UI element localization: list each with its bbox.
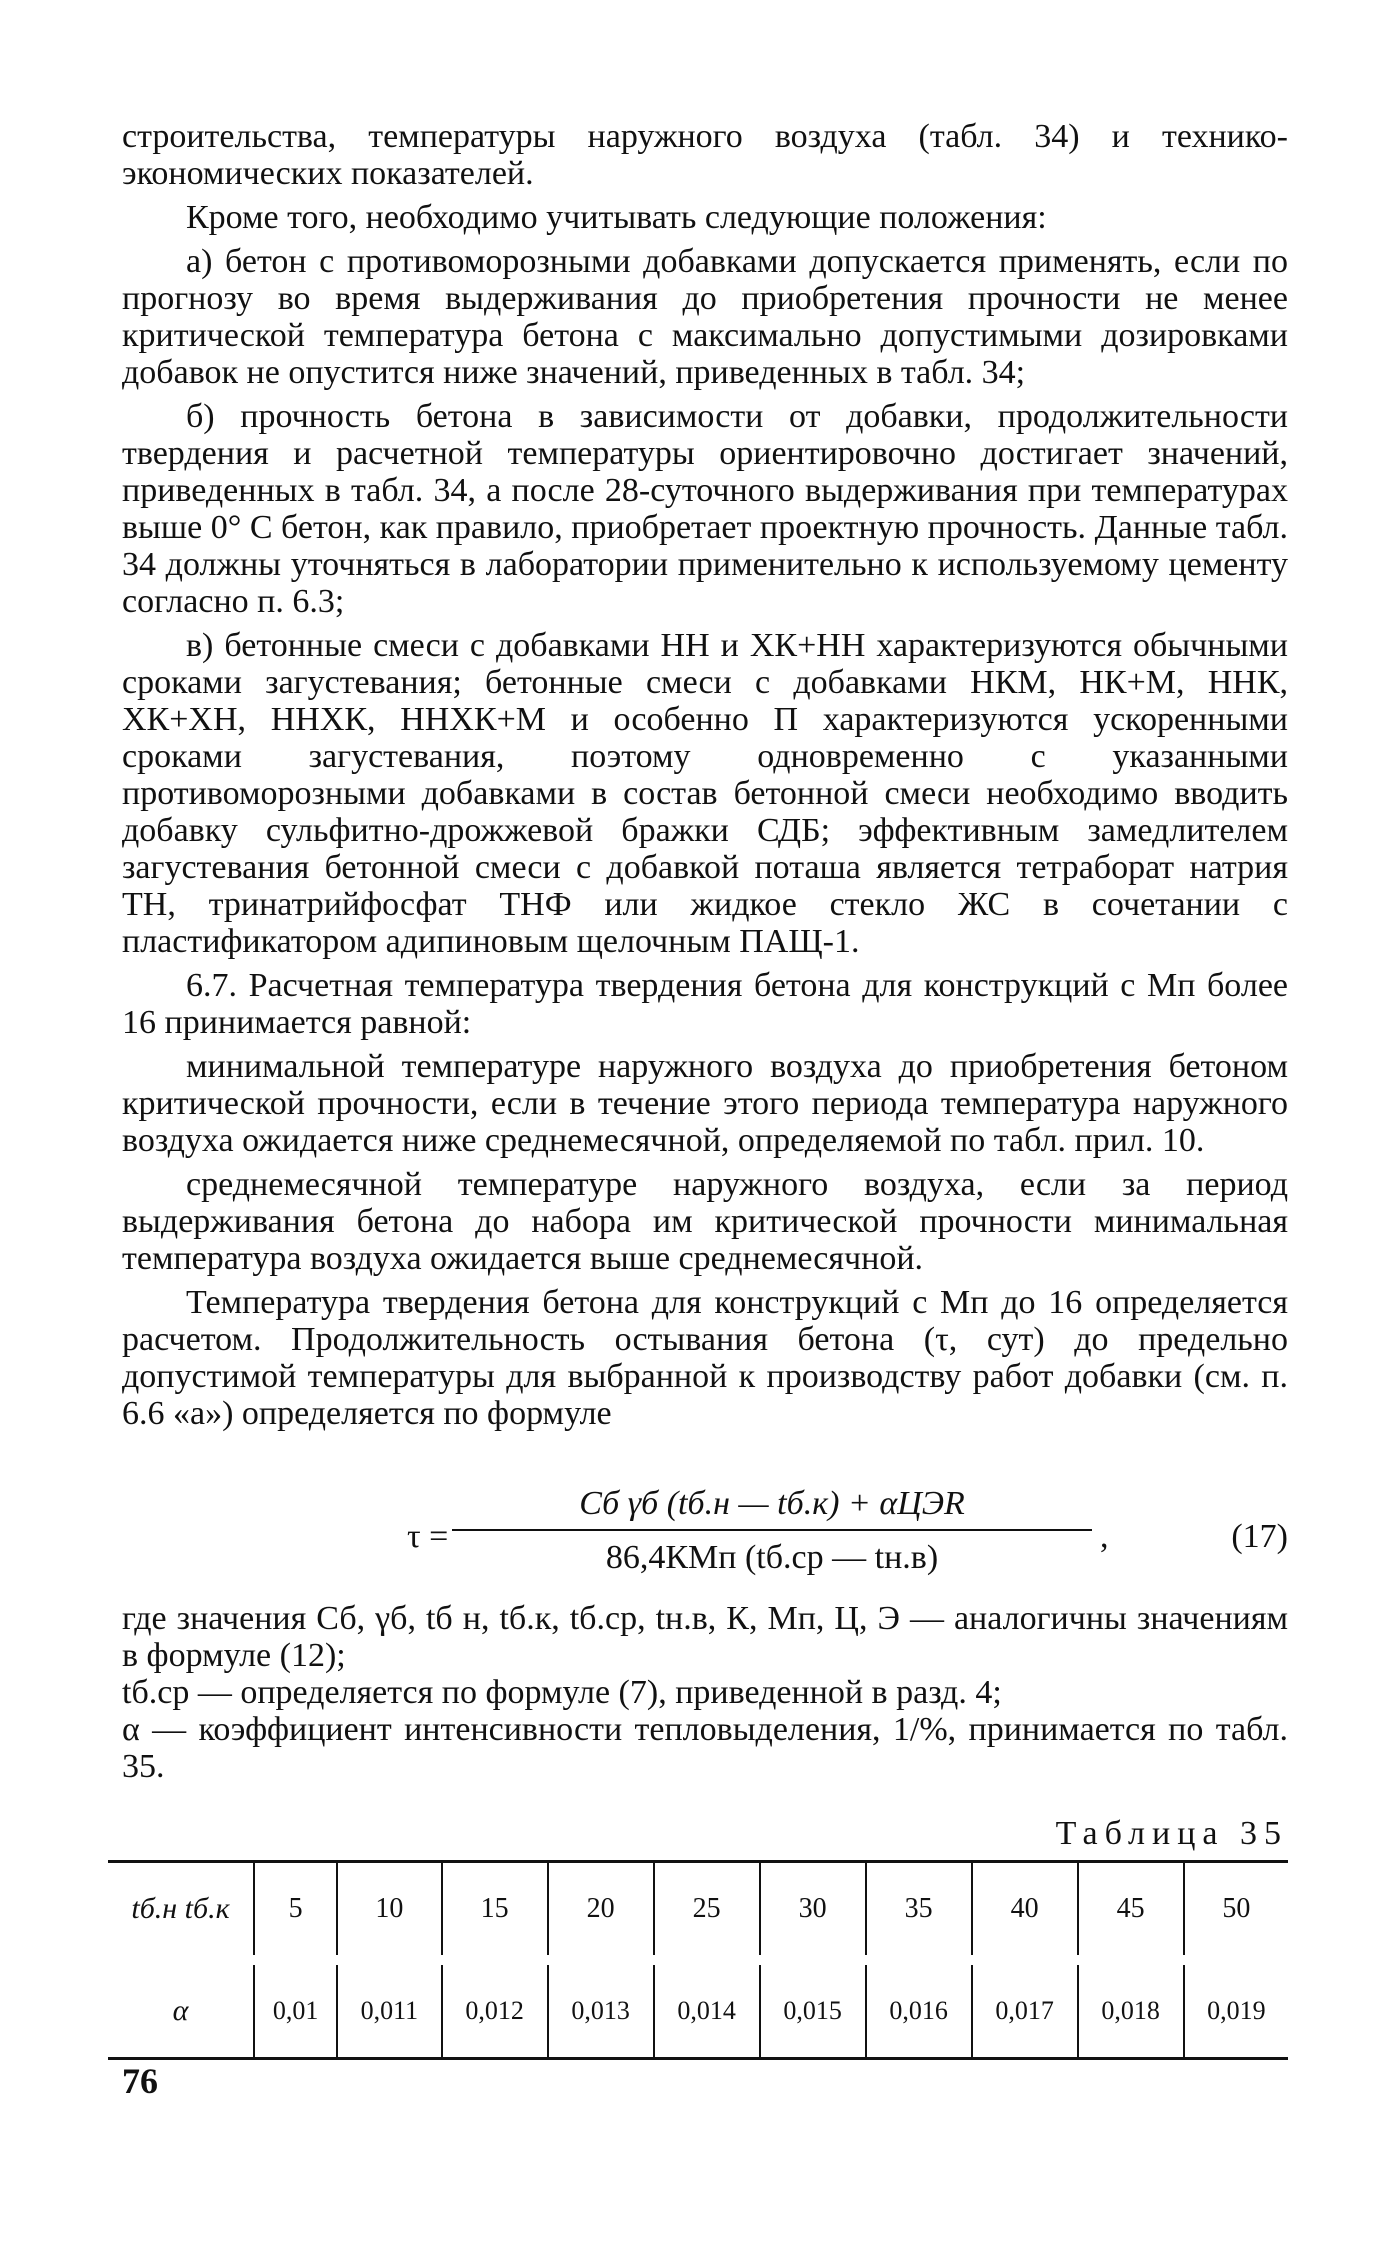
paragraph: а) бетон с противоморозными добавками допускается применять, если по прогнозу во время выдерживания до приобретения прочности не менее критической температура бетона с максимально допустимыми дозировками добавок не опустится ниже значений, приведенных в табл. 34; (122, 243, 1288, 391)
formula-lhs: τ = (407, 1518, 449, 1555)
header-cell: 35 (866, 1862, 972, 1961)
table-cell: 0,012 (442, 1960, 548, 2059)
formula-numerator: Сб γб (tб.н — tб.к) + αЦЭR (579, 1485, 965, 1522)
header-cell: 5 (254, 1862, 337, 1961)
table-cell: 0,019 (1184, 1960, 1288, 2059)
table-cell: 0,01 (254, 1960, 337, 2059)
paragraph: в) бетонные смеси с добавками НН и ХК+НН характеризуются обычными сроками загустевания; бетонные смеси с добавками НКМ, НК+М, ННК, ХК+ХН, ННХК, ННХК+М и особенно П характеризуются ускоренными сроками загустевания, поэтому одновременно с указанными противоморозными добавками в состав бетонной смеси необходимо вводить добавку сульфитно-дрожжевой бражки СДБ; эффективным замедлителем загустевания бетонной смеси с добавкой поташа является тетраборат натрия ТН, тринатрийфосфат ТНФ или жидкое стекло ЖС в сочетании с пластификатором адипиновым щелочным ПАЩ-1. (122, 627, 1288, 960)
paragraph: Температура твердения бетона для конструкций с Мп до 16 определяется расчетом. Продолжительность остывания бетона (τ, сут) до предельно допустимой температуры для выбранной к производству работ добавки (см. п. 6.6 «а») определяется по формуле (122, 1284, 1288, 1432)
table-row (108, 1960, 1288, 2059)
table-cell: 0,014 (654, 1960, 760, 2059)
paragraph: строительства, температуры наружного воздуха (табл. 34) и технико-экономических показателей. (122, 118, 1288, 192)
formula-denominator: 86,4КМп (tб.ср — tн.в) (605, 1539, 939, 1576)
equation-number: (17) (1231, 1518, 1288, 1555)
definition-line: α — коэффициент интенсивности тепловыделения, 1/%, принимается по табл. 35. (122, 1711, 1288, 1785)
table-caption: Таблица 35 (1055, 1815, 1288, 1852)
page-number: 76 (122, 2061, 158, 2101)
header-cell: 45 (1078, 1862, 1184, 1961)
header-cell: 20 (548, 1862, 654, 1961)
table-cell: 0,015 (760, 1960, 866, 2059)
table-cell: 0,018 (1078, 1960, 1184, 2059)
table-cell: 0,016 (866, 1960, 972, 2059)
paragraph: минимальной температуре наружного воздуха до приобретения бетоном критической прочности, если в течение этого периода температура наружного воздуха ожидается ниже среднемесячной, определяемой по табл. прил. 10. (122, 1048, 1288, 1159)
body-text (122, 118, 1288, 1439)
header-cell: 25 (654, 1862, 760, 1961)
header-cell: 50 (1184, 1862, 1288, 1961)
paragraph: среднемесячной температуре наружного воздуха, если за период выдерживания бетона до набора им критической прочности минимальная температура воздуха ожидается выше среднемесячной. (122, 1166, 1288, 1277)
header-cell: 15 (442, 1862, 548, 1961)
table-cell: 0,017 (972, 1960, 1078, 2059)
formula-17 (122, 1485, 1288, 1595)
formula-fraction (452, 1485, 1092, 1577)
header-label: tб.н tб.к (108, 1862, 254, 1961)
formula-comma: , (1100, 1518, 1109, 1555)
table-cell: 0,013 (548, 1960, 654, 2059)
row-label: α (108, 1960, 254, 2059)
table-35 (108, 1860, 1288, 2060)
paragraph: б) прочность бетона в зависимости от добавки, продолжительности твердения и расчетной температуры ориентировочно достигает значений, приведенных в табл. 34, а после 28-суточного выдерживания при температурах выше 0° С бетон, как правило, приобретает проектную прочность. Данные табл. 34 должны уточняться в лаборатории применительно к используемому цементу согласно п. 6.3; (122, 398, 1288, 620)
definition-line: где значения Сб, γб, tб н, tб.к, tб.ср, tн.в, К, Мп, Ц, Э — аналогичны значениям в формуле (12); (122, 1600, 1288, 1674)
table-header-row (108, 1862, 1288, 1961)
paragraph: 6.7. Расчетная температура твердения бетона для конструкций с Мп более 16 принимается равной: (122, 967, 1288, 1041)
header-cell: 40 (972, 1862, 1078, 1961)
formula-definitions (122, 1600, 1288, 1785)
header-cell: 10 (337, 1862, 441, 1961)
definition-line: tб.ср — определяется по формуле (7), приведенной в разд. 4; (122, 1674, 1002, 1711)
table-cell: 0,011 (337, 1960, 441, 2059)
header-cell: 30 (760, 1862, 866, 1961)
paragraph: Кроме того, необходимо учитывать следующие положения: (186, 199, 1047, 236)
